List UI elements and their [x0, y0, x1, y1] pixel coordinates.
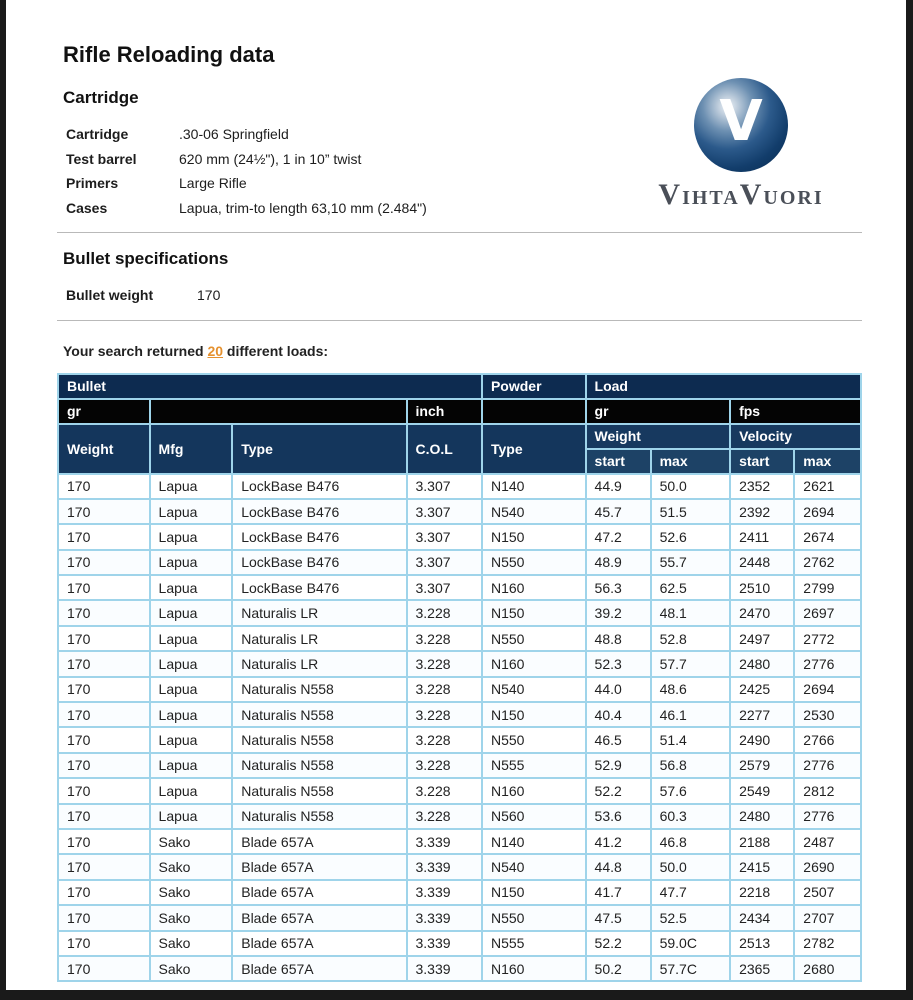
load-table-row — [58, 600, 861, 625]
col-weight-header: Weight — [58, 424, 150, 474]
loads-table — [57, 373, 862, 983]
cell-load-start: 50.2 — [586, 956, 651, 981]
cell-bullet-type: Naturalis N558 — [232, 804, 406, 829]
cell-velocity-max: 2487 — [794, 829, 861, 854]
load-table-row — [58, 524, 861, 549]
cell-load-max: 52.8 — [651, 626, 730, 651]
cell-mfg: Lapua — [150, 727, 233, 752]
cell-mfg: Lapua — [150, 600, 233, 625]
cell-bullet-weight: 170 — [58, 727, 150, 752]
cell-bullet-type: LockBase B476 — [232, 499, 406, 524]
cell-velocity-max: 2776 — [794, 753, 861, 778]
cell-mfg: Lapua — [150, 474, 233, 499]
cell-mfg: Lapua — [150, 677, 233, 702]
cell-load-start: 47.2 — [586, 524, 651, 549]
cell-load-max: 46.8 — [651, 829, 730, 854]
cell-coal: 3.228 — [407, 778, 482, 803]
cell-bullet-weight: 170 — [58, 778, 150, 803]
wordmark-part: IHTA — [682, 187, 740, 209]
load-table-row — [58, 753, 861, 778]
load-start-header: start — [586, 449, 651, 474]
cell-powder-type: N140 — [482, 474, 586, 499]
cell-coal: 3.339 — [407, 905, 482, 930]
cell-velocity-max: 2766 — [794, 727, 861, 752]
cell-powder-type: N160 — [482, 575, 586, 600]
cell-velocity-start: 2510 — [730, 575, 794, 600]
cell-load-start: 44.8 — [586, 854, 651, 879]
cell-powder-type: N150 — [482, 600, 586, 625]
test-barrel-value: 620 mm (24½"), 1 in 10” twist — [179, 150, 362, 167]
cell-load-start: 47.5 — [586, 905, 651, 930]
cell-velocity-start: 2392 — [730, 499, 794, 524]
unit-velocity: fps — [730, 399, 861, 424]
cell-bullet-weight: 170 — [58, 880, 150, 905]
load-table-row — [58, 956, 861, 981]
cell-coal: 3.228 — [407, 651, 482, 676]
cell-mfg: Lapua — [150, 626, 233, 651]
col-mfg-header: Mfg — [150, 424, 233, 474]
vihtavuori-logo — [616, 78, 866, 212]
header-powder-group: Powder — [482, 374, 586, 399]
load-table-row — [58, 677, 861, 702]
col-powder-type-header: Type — [482, 424, 586, 474]
cell-velocity-max: 2776 — [794, 651, 861, 676]
cell-coal: 3.228 — [407, 727, 482, 752]
report-page — [6, 0, 906, 990]
cell-load-max: 48.6 — [651, 677, 730, 702]
primers-value: Large Rifle — [179, 175, 247, 191]
cell-load-max: 57.7C — [651, 956, 730, 981]
cell-velocity-max: 2776 — [794, 804, 861, 829]
cell-coal: 3.307 — [407, 524, 482, 549]
cell-velocity-start: 2277 — [730, 702, 794, 727]
cell-velocity-max: 2697 — [794, 600, 861, 625]
cell-powder-type: N540 — [482, 677, 586, 702]
test-barrel-label: Test barrel — [66, 150, 137, 167]
cell-mfg: Lapua — [150, 778, 233, 803]
cartridge-label: Cartridge — [66, 126, 129, 142]
cell-bullet-type: Naturalis N558 — [232, 677, 406, 702]
cell-velocity-max: 2762 — [794, 550, 861, 575]
cell-load-max: 60.3 — [651, 804, 730, 829]
vihtavuori-logo-icon — [694, 78, 788, 172]
cell-velocity-start: 2218 — [730, 880, 794, 905]
cell-load-start: 52.2 — [586, 931, 651, 956]
cell-load-max: 59.0C — [651, 931, 730, 956]
cell-bullet-weight: 170 — [58, 931, 150, 956]
cell-load-start: 56.3 — [586, 575, 651, 600]
cell-coal: 3.307 — [407, 575, 482, 600]
cell-load-start: 46.5 — [586, 727, 651, 752]
cell-load-max: 51.5 — [651, 499, 730, 524]
search-result-line — [63, 343, 856, 359]
header-columns-row — [58, 424, 861, 449]
cell-load-start: 45.7 — [586, 499, 651, 524]
load-table-row — [58, 499, 861, 524]
cell-load-start: 52.2 — [586, 778, 651, 803]
header-group-row — [58, 374, 861, 399]
cell-powder-type: N550 — [482, 550, 586, 575]
load-table-row — [58, 702, 861, 727]
cell-load-max: 47.7 — [651, 880, 730, 905]
load-table-row — [58, 931, 861, 956]
cell-mfg: Sako — [150, 829, 233, 854]
cell-powder-type: N540 — [482, 854, 586, 879]
cartridge-value: .30-06 Springfield — [179, 126, 289, 142]
cell-bullet-weight: 170 — [58, 702, 150, 727]
cell-bullet-weight: 170 — [58, 524, 150, 549]
cell-velocity-max: 2690 — [794, 854, 861, 879]
cell-load-max: 52.5 — [651, 905, 730, 930]
cell-mfg: Lapua — [150, 753, 233, 778]
unit-load-weight: gr — [586, 399, 731, 424]
cell-mfg: Lapua — [150, 499, 233, 524]
cell-mfg: Sako — [150, 931, 233, 956]
cell-coal: 3.339 — [407, 880, 482, 905]
cell-mfg: Lapua — [150, 524, 233, 549]
cell-bullet-weight: 170 — [58, 626, 150, 651]
search-result-suffix: different loads: — [223, 342, 329, 359]
cell-load-max: 50.0 — [651, 474, 730, 499]
cell-bullet-type: LockBase B476 — [232, 575, 406, 600]
sub-load-weight-header: Weight — [586, 424, 731, 449]
cell-load-max: 48.1 — [651, 600, 730, 625]
cell-bullet-type: Naturalis N558 — [232, 702, 406, 727]
wordmark-part: UORI — [763, 187, 824, 209]
cell-bullet-type: Naturalis LR — [232, 600, 406, 625]
cell-load-start: 53.6 — [586, 804, 651, 829]
bullet-weight-label: Bullet weight — [66, 287, 154, 303]
cell-bullet-weight: 170 — [58, 575, 150, 600]
cases-label: Cases — [66, 199, 108, 216]
cell-load-max: 57.6 — [651, 778, 730, 803]
cell-velocity-start: 2365 — [730, 956, 794, 981]
cell-bullet-type: Naturalis N558 — [232, 778, 406, 803]
cell-powder-type: N160 — [482, 778, 586, 803]
cell-velocity-start: 2448 — [730, 550, 794, 575]
cell-bullet-weight: 170 — [58, 956, 150, 981]
cell-bullet-type: LockBase B476 — [232, 550, 406, 575]
velocity-max-header: max — [794, 449, 861, 474]
cell-powder-type: N160 — [482, 956, 586, 981]
cell-powder-type: N555 — [482, 753, 586, 778]
cell-velocity-start: 2480 — [730, 651, 794, 676]
cell-velocity-max: 2812 — [794, 778, 861, 803]
cell-load-start: 52.9 — [586, 753, 651, 778]
load-table-row — [58, 854, 861, 879]
cell-bullet-weight: 170 — [58, 804, 150, 829]
cell-bullet-type: Naturalis LR — [232, 651, 406, 676]
load-table-row — [58, 550, 861, 575]
cell-powder-type: N550 — [482, 626, 586, 651]
vihtavuori-wordmark — [616, 178, 866, 212]
unit-bullet-weight: gr — [58, 399, 150, 424]
unit-empty — [482, 399, 586, 424]
bullet-info-table — [57, 283, 862, 308]
cell-powder-type: N160 — [482, 651, 586, 676]
load-max-header: max — [651, 449, 730, 474]
cell-bullet-weight: 170 — [58, 600, 150, 625]
cell-coal: 3.228 — [407, 677, 482, 702]
cell-load-max: 55.7 — [651, 550, 730, 575]
bullet-section-heading: Bullet specifications — [63, 249, 229, 268]
unit-col: inch — [407, 399, 482, 424]
cell-velocity-max: 2530 — [794, 702, 861, 727]
cell-bullet-type: Blade 657A — [232, 956, 406, 981]
cell-mfg: Lapua — [150, 651, 233, 676]
cell-coal: 3.339 — [407, 956, 482, 981]
cell-bullet-type: Blade 657A — [232, 905, 406, 930]
cell-velocity-start: 2411 — [730, 524, 794, 549]
cell-mfg: Sako — [150, 880, 233, 905]
cell-powder-type: N540 — [482, 499, 586, 524]
cell-bullet-type: Blade 657A — [232, 931, 406, 956]
cell-load-start: 41.7 — [586, 880, 651, 905]
cases-value: Lapua, trim-to length 63,10 mm (2.484") — [179, 199, 427, 216]
load-table-row — [58, 778, 861, 803]
cell-load-max: 52.6 — [651, 524, 730, 549]
wordmark-part: V — [739, 178, 764, 211]
cell-load-start: 40.4 — [586, 702, 651, 727]
cell-bullet-weight: 170 — [58, 474, 150, 499]
wordmark-part: V — [658, 178, 683, 211]
col-type-header: Type — [232, 424, 406, 474]
header-units-row — [58, 399, 861, 424]
cell-powder-type: N550 — [482, 905, 586, 930]
cell-velocity-max: 2621 — [794, 474, 861, 499]
cell-velocity-start: 2549 — [730, 778, 794, 803]
cell-mfg: Sako — [150, 956, 233, 981]
cell-velocity-max: 2782 — [794, 931, 861, 956]
cell-bullet-type: Blade 657A — [232, 829, 406, 854]
cell-velocity-max: 2772 — [794, 626, 861, 651]
logo-v-letter: V — [719, 89, 763, 154]
load-table-row — [58, 626, 861, 651]
cell-bullet-type: Naturalis N558 — [232, 753, 406, 778]
cell-powder-type: N150 — [482, 880, 586, 905]
cell-velocity-start: 2480 — [730, 804, 794, 829]
bullet-info-row — [57, 283, 862, 308]
page-title: Rifle Reloading data — [63, 42, 275, 67]
cell-velocity-max: 2674 — [794, 524, 861, 549]
cell-bullet-weight: 170 — [58, 854, 150, 879]
cell-powder-type: N140 — [482, 829, 586, 854]
cell-coal: 3.228 — [407, 804, 482, 829]
cell-mfg: Lapua — [150, 702, 233, 727]
cell-velocity-start: 2497 — [730, 626, 794, 651]
cell-coal: 3.339 — [407, 854, 482, 879]
cell-mfg: Sako — [150, 854, 233, 879]
cell-load-start: 41.2 — [586, 829, 651, 854]
cell-bullet-weight: 170 — [58, 753, 150, 778]
cell-velocity-start: 2352 — [730, 474, 794, 499]
cell-load-start: 48.8 — [586, 626, 651, 651]
unit-empty — [150, 399, 407, 424]
load-table-row — [58, 804, 861, 829]
cell-load-start: 39.2 — [586, 600, 651, 625]
cell-velocity-start: 2415 — [730, 854, 794, 879]
cell-coal: 3.228 — [407, 600, 482, 625]
bullet-weight-value: 170 — [197, 287, 221, 303]
load-table-row — [58, 829, 861, 854]
col-coal-header: C.O.L — [407, 424, 482, 474]
cell-velocity-max: 2694 — [794, 677, 861, 702]
velocity-start-header: start — [730, 449, 794, 474]
cell-powder-type: N550 — [482, 727, 586, 752]
cell-bullet-type: LockBase B476 — [232, 524, 406, 549]
cell-powder-type: N555 — [482, 931, 586, 956]
cell-load-max: 62.5 — [651, 575, 730, 600]
cell-velocity-max: 2707 — [794, 905, 861, 930]
cartridge-section-heading: Cartridge — [63, 88, 139, 107]
cell-bullet-weight: 170 — [58, 550, 150, 575]
cell-powder-type: N560 — [482, 804, 586, 829]
cell-bullet-weight: 170 — [58, 499, 150, 524]
cell-load-start: 48.9 — [586, 550, 651, 575]
cell-bullet-type: LockBase B476 — [232, 474, 406, 499]
cell-velocity-start: 2425 — [730, 677, 794, 702]
cell-velocity-start: 2513 — [730, 931, 794, 956]
cell-load-start: 44.9 — [586, 474, 651, 499]
primers-label: Primers — [66, 175, 119, 191]
cell-velocity-max: 2799 — [794, 575, 861, 600]
cell-bullet-type: Naturalis LR — [232, 626, 406, 651]
cell-coal: 3.339 — [407, 931, 482, 956]
cell-velocity-start: 2579 — [730, 753, 794, 778]
cell-load-max: 56.8 — [651, 753, 730, 778]
cell-coal: 3.228 — [407, 753, 482, 778]
cell-load-start: 44.0 — [586, 677, 651, 702]
cell-powder-type: N150 — [482, 524, 586, 549]
search-result-prefix: Your search returned — [63, 342, 208, 359]
cell-load-max: 51.4 — [651, 727, 730, 752]
cell-coal: 3.339 — [407, 829, 482, 854]
cell-coal: 3.228 — [407, 626, 482, 651]
cell-bullet-weight: 170 — [58, 829, 150, 854]
load-table-row — [58, 651, 861, 676]
load-table-body — [58, 474, 861, 982]
cell-bullet-weight: 170 — [58, 677, 150, 702]
cell-mfg: Lapua — [150, 550, 233, 575]
divider — [57, 232, 862, 233]
cell-load-start: 52.3 — [586, 651, 651, 676]
cell-velocity-start: 2188 — [730, 829, 794, 854]
cell-coal: 3.307 — [407, 499, 482, 524]
cell-coal: 3.307 — [407, 550, 482, 575]
cell-bullet-type: Blade 657A — [232, 880, 406, 905]
header-bullet-group: Bullet — [58, 374, 482, 399]
cell-powder-type: N150 — [482, 702, 586, 727]
header-load-group: Load — [586, 374, 861, 399]
load-table-row — [58, 474, 861, 499]
divider — [57, 320, 862, 321]
cell-bullet-weight: 170 — [58, 905, 150, 930]
load-table-row — [58, 880, 861, 905]
cell-load-max: 57.7 — [651, 651, 730, 676]
cell-bullet-weight: 170 — [58, 651, 150, 676]
cell-mfg: Lapua — [150, 575, 233, 600]
sub-velocity-header: Velocity — [730, 424, 861, 449]
cell-mfg: Lapua — [150, 804, 233, 829]
load-count-link[interactable]: 20 — [207, 342, 224, 359]
cell-velocity-max: 2507 — [794, 880, 861, 905]
cell-bullet-type: Naturalis N558 — [232, 727, 406, 752]
cell-velocity-start: 2470 — [730, 600, 794, 625]
cell-mfg: Sako — [150, 905, 233, 930]
cell-coal: 3.228 — [407, 702, 482, 727]
cell-velocity-max: 2680 — [794, 956, 861, 981]
load-table-row — [58, 727, 861, 752]
cell-velocity-max: 2694 — [794, 499, 861, 524]
cell-bullet-type: Blade 657A — [232, 854, 406, 879]
cell-velocity-start: 2434 — [730, 905, 794, 930]
load-table-row — [58, 575, 861, 600]
load-table-row — [58, 905, 861, 930]
cell-load-max: 46.1 — [651, 702, 730, 727]
cell-load-max: 50.0 — [651, 854, 730, 879]
cell-velocity-start: 2490 — [730, 727, 794, 752]
cell-coal: 3.307 — [407, 474, 482, 499]
